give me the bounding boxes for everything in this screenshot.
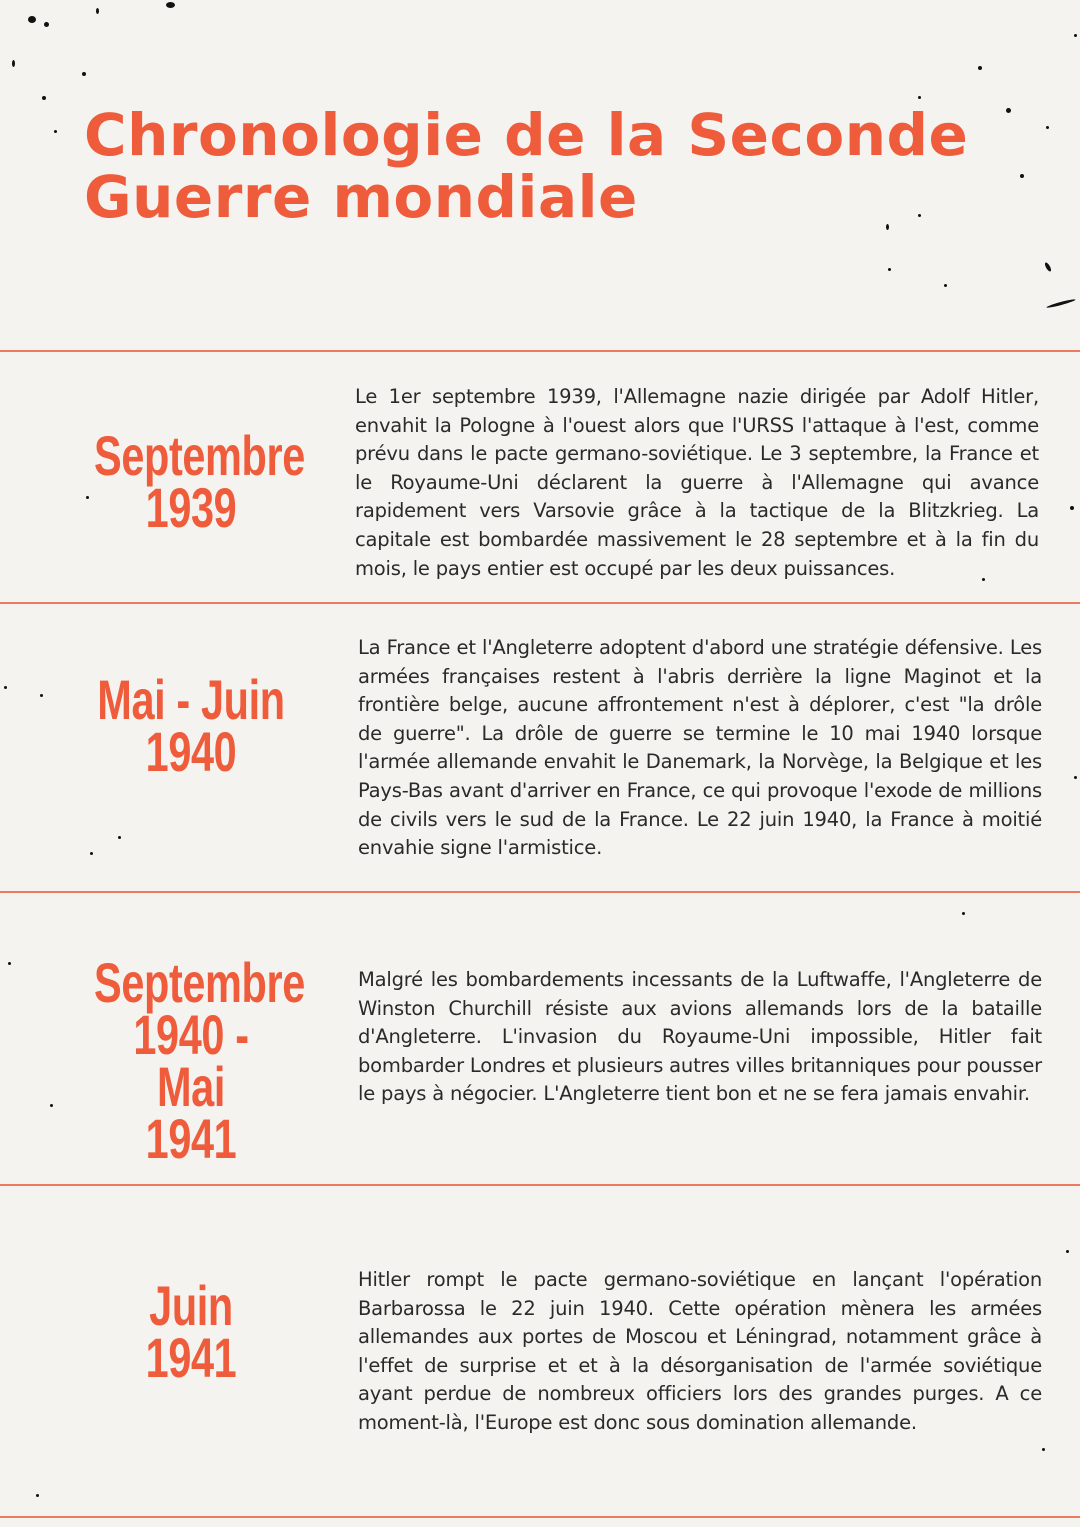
event-date-line: Mai - Juin xyxy=(97,668,285,731)
event-date xyxy=(94,424,305,539)
title-line-1: Chronologie de la Seconde xyxy=(84,101,969,169)
event-date-line: 1939 xyxy=(145,476,237,539)
divider xyxy=(0,602,1080,604)
event-date-line: Juin xyxy=(149,1274,233,1337)
event-date-line: Septembre xyxy=(94,424,305,487)
event-description: Hitler rompt le pacte germano-soviétique en lançant l'opération Barbarossa le 22 juin 1940. Cette opération mènera les armées allemandes aux portes de Moscou et Léningrad, notamment grâce à l'effet de surprise et et à la désorganisation de l'armée soviétique ayant perdue de nombreux officiers lors des grandes purges. A ce moment-là, l'Europe est donc sous domination allemande. xyxy=(358,1268,1042,1434)
event-date-line: 1940 - Mai xyxy=(133,1003,249,1118)
divider xyxy=(0,350,1080,352)
title-line-2: Guerre mondiale xyxy=(84,163,638,231)
divider xyxy=(0,891,1080,893)
event-date-line: 1940 xyxy=(145,720,237,783)
event-date-line: Septembre xyxy=(94,951,305,1014)
event-description: Malgré les bombardements incessants de la Luftwaffe, l'Angleterre de Winston Churchill résiste aux avions allemands lors de la bataille d'Angleterre. L'invasion du Royaume-Uni impossible, Hitler fait bombarder Londres et plusieurs autres villes britanniques pour pousser le pays à négocier. L'Angleterre tient bon et ne se fera jamais envahir. xyxy=(358,968,1042,1106)
divider xyxy=(0,1184,1080,1186)
event-date xyxy=(94,951,305,1170)
event-date xyxy=(94,1274,288,1389)
event-date-line: 1941 xyxy=(145,1107,237,1170)
divider xyxy=(0,1516,1080,1518)
event-description: Le 1er septembre 1939, l'Allemagne nazie dirigée par Adolf Hitler, envahit la Pologne à l'ouest alors que l'URSS l'attaque à l'est, comme prévu dans le pacte germano-soviétique. Le 3 septembre, la France et le Royaume-Uni déclarent la guerre à l'Allemagne qui avance rapidement vers Varsovie grâce à la tactique de la Blitzkrieg. La capitale est bombardée massivement le 28 septembre et à la fin du mois, le pays entier est occupé par les deux puissances. xyxy=(355,385,1039,580)
event-date xyxy=(94,668,288,783)
event-date-line: 1941 xyxy=(145,1326,237,1389)
event-description: La France et l'Angleterre adoptent d'abord une stratégie défensive. Les armées françaises restent à l'abris derrière la ligne Maginot et la frontière belge, aucune affrontement n'est à déplorer, c'est "la drôle de guerre". La drôle de guerre se termine le 10 mai 1940 lorsque l'armée allemande envahit le Danemark, la Norvège, la Belgique et les Pays-Bas avant d'arriver en France, ce qui provoque l'exode de millions de civils vers le sud de la France. Le 22 juin 1940, la France à moitié envahie signe l'armistice. xyxy=(358,636,1042,860)
page-title xyxy=(84,101,984,231)
